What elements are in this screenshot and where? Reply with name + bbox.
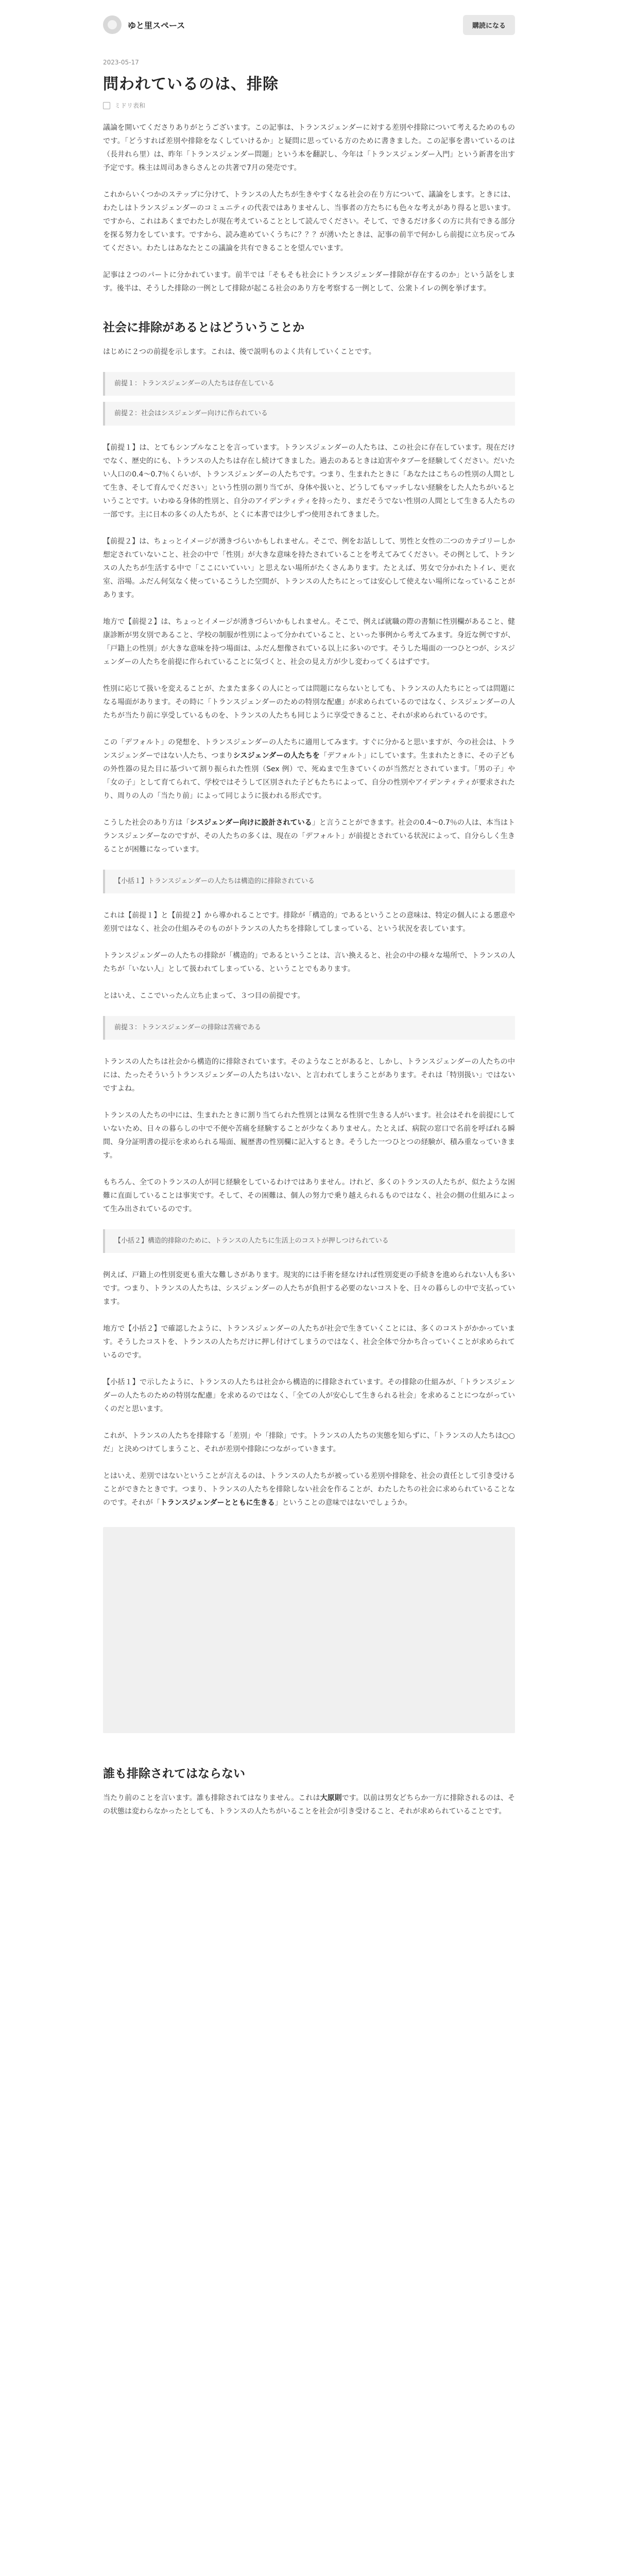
body-paragraph: 【小括１】で示したように、トランスの人たちは社会から構造的に排除されています。その排除の仕組みが、「トランスジェンダーの人たちのための特別な配慮」を求めるのではなく、「全ての人が安心して生きられる社会」を求めることにつながっていくのだと思います。 [103, 1378, 515, 1413]
article-tagline [103, 101, 515, 110]
body-paragraph: トランスの人たちは社会から構造的に排除されています。そのようなことがあると、しかし、トランスジェンダーの人たちの中には、たったそういうトランスジェンダーの人たちはいない、と言われてしまうことがあります。それは「特別扱い」ではないですよね。 [103, 1058, 515, 1093]
section-heading: 誰も排除されてはならない [103, 1767, 245, 1781]
blockquote: 【小括１】トランスジェンダーの人たちは構造的に排除されている [103, 870, 515, 893]
body-paragraph: この「デフォルト」の発想を、トランスジェンダーの人たちに適用してみます。すぐに分かると思いますが、今の社会は、トランスジェンダーではない人たち、つまりシスジェンダーの人たちを「デフォルト」にしています。生まれたときに、その子どもの外性器の見た目に基づいて割り振られた性別（Sex 例）で、死ぬまで生きていくのが当然だとされています。「男の子」や「女の子」として育てられて、学校ではそうして区別された子どもたちによって、自分の性別やアイデンティティが要求されたり、周りの人の「当たり前」によって同じように扱われる形式です。 [103, 738, 515, 800]
body-paragraph: 【前提２】は、ちょっとイメージが湧きづらいかもしれません。そこで、例をお話しして、男性と女性の二つのカテゴリーしか想定されていないこと、社会の中で「性別」が大きな意味を持たされていることを考えてみてください。その例として、トランスの人たちが生活する中で「ここにいていい」と思えない場所がたくさんあります。たとえば、男女で分かれたトイレ、更衣室、浴場。ふだん何気なく使っているこうした空間が、トランスの人たちにとっては安心して使えない場所になっていることがあります。 [103, 537, 515, 599]
body-paragraph: これが、トランスの人たちを排除する「差別」や「排除」です。トランスの人たちの実態を知らずに、「トランスの人たちは○○だ」と決めつけてしまうこと、それが差別や排除につながっていきます。 [103, 1432, 515, 1453]
publish-date: 2023-05-17 [103, 59, 139, 66]
body-paragraph: 例えば、戸籍上の性別変更も重大な難しさがあります。現実的には手術を経なければ性別変更の手続きを進められない人も多いです。つまり、トランスの人たちは、シスジェンダーの人たちが負担する必要のないコストを、日々の暮らしの中で支払っています。 [103, 1271, 515, 1306]
body-paragraph: 【前提１】は、とてもシンプルなことを言っています。トランスジェンダーの人たちは、この社会に存在しています。現在だけでなく、歴史的にも、トランスの人たちは存在し続けてきました。過去のあるときは迫害やタブーを経験してください。だいたい人口の0.4〜0.7％くらいが、トランスジェンダーの人たちです。つまり、生まれたときに「あなたはこちらの性別の人間として生き、そして育んでください」という性別の割り当てが、身体や扱いと、どうしてもマッチしない経験をした人たちがいるということです。いわゆる身体的性別と、自分のアイデンティティを持ったり、まだそうでない性別の人間として生きる人たちの一部です。主に日本の多くの人たちが、とくに本書では少しずつ使用されてきました。 [103, 444, 515, 519]
site-header [103, 0, 515, 49]
body-paragraph: トランスの人たちの中には、生まれたときに割り当てられた性別とは異なる性別で生きる人がいます。社会はそれを前提にしていないため、日々の暮らしの中で不便や苦痛を経験することが少なくありません。たとえば、病院の窓口で名前を呼ばれる瞬間、身分証明書の提示を求められる場面、履歴書の性別欄に記入するとき。そうした一つひとつの経験が、積み重なっていきます。 [103, 1111, 515, 1160]
intro-paragraph: 記事は２つのパートに分かれています。前半では「そもそも社会にトランスジェンダー排除が存在するのか」という話をします。後半は、そうした排除の一例として排除が起こる社会のあり方を考察する一例として、公衆トイレの例を挙げます。 [103, 271, 515, 293]
tag-icon [103, 102, 110, 109]
brand-name[interactable]: ゆと里スペース [128, 20, 185, 30]
section-heading: 社会に排除があるとはどういうことか [103, 321, 304, 334]
body-paragraph: 地方で【小括２】で確認したように、トランスジェンダーの人たちが社会で生きていくことには、多くのコストがかかっています。そうしたコストを、トランスの人たちだけに押し付けてしまうのではなく、社会全体で分かち合っていくことが求められているのです。 [103, 1325, 515, 1360]
body-paragraph: とはいえ、ここでいったん立ち止まって、３つ目の前提です。 [103, 992, 305, 1000]
body-paragraph: 当たり前のことを言います。誰も排除されてはなりません。これは大原則です。以前は男女どちらか一方に排除されるのは、その状態は変わらなかったとしても、トランスの人たちがいることを社会が引き受けること、それが求められていることです。 [103, 1794, 516, 1816]
follow-button[interactable]: 購読になる [463, 15, 515, 35]
body-paragraph: もちろん、全てのトランスの人が同じ経験をしているわけではありません。けれど、多くのトランスの人たちが、似たような困難に直面していることは事実です。そして、その困難は、個人の努力で乗り越えられるものではなく、社会の側の仕組みによって生み出されているのです。 [103, 1178, 515, 1213]
section-lead: はじめに２つの前提を示します。これは、後で説明ものよく共有していくことです。 [103, 348, 376, 356]
emphasis: トランスジェンダーとともに生きる [160, 1499, 275, 1507]
blockquote: 前提３：トランスジェンダーの排除は苦痛である [103, 1016, 515, 1040]
article-body [103, 121, 515, 1818]
brand[interactable] [103, 15, 185, 34]
body-paragraph: 性別に応じて扱いを変えることが、たまたま多くの人にとっては問題にならないとしても、トランスの人たちにとっては問題になる場面があります。その時に「トランスジェンダーのための特別な配慮」が求められているのではなく、シスジェンダーの人たちが当たり前に享受しているものを、トランスの人たちも同じように享受できること、それが求められているのです。 [103, 685, 515, 720]
intro-paragraph: 議論を開いてくださりありがとうございます。この記事は、トランスジェンダーに対する差別や排除について考えるためのものです。「どうすれば差別や排除をなくしていけるか」と疑問に思っている方のために書きました。この記事を書いているのは（長井れら里）は、昨年「トランスジェンダー問題」という本を翻訳し、今年は「トランスジェンダー入門」という新書を出す予定です。株主は周司あきらさんとの共著で7月の発売です。 [103, 124, 515, 172]
sections [103, 318, 515, 1818]
body-paragraph: トランスジェンダーの人たちの排除が「構造的」であるということは、言い換えると、社会の中の様々な場所で、トランスの人たちが「いない人」として扱われてしまっている、ということでもあります。 [103, 952, 515, 973]
emphasis: シスジェンダー向けに設計されている [190, 819, 312, 827]
article-title: 問われているのは、排除 [103, 75, 279, 93]
blockquote: 【小括２】構造的排除のために、トランスの人たちに生活上のコストが押しつけられている [103, 1229, 515, 1253]
emphasis: 大原則 [320, 1794, 342, 1802]
page [103, 0, 515, 1818]
blockquote: 前提１：トランスジェンダーの人たちは存在している [103, 372, 515, 396]
article-image [103, 1527, 515, 1733]
intro-paragraph: これからいくつかのステップに分けて、トランスの人たちが生きやすくなる社会の在り方について、議論をします。ときには、わたしはトランスジェンダーのコミュニティの代表ではありませんし、当事者の方たちにも色々な考えがあり得ると思います。ですから、これはあくまでわたしが現在考えていることとして読んでください。そして、できるだけ多くの方に共有できる部分を探る努力をしています。ですから、読み進めていくうちに？？？が湧いたときは、記事の前半で何かしら前提に立ち戻ってみてください。わたしはあなたとこの議論を共有できることを望んでいます。 [103, 191, 515, 252]
emphasis: シスジェンダーの人たちを [233, 752, 320, 760]
body-paragraph: とはいえ、差別ではないということが言えるのは、トランスの人たちが被っている差別や排除を、社会の責任として引き受けることができたときです。つまり、トランスの人たちを排除しない社会を作ることが、わたしたちの社会に求められていることなのです。それが「トランスジェンダーとともに生きる」ということの意味ではないでしょうか。 [103, 1472, 515, 1507]
tagline-text[interactable]: ミドリ表和 [114, 102, 146, 109]
blockquote: 前提２：社会はシスジェンダー向けに作られている [103, 402, 515, 426]
body-paragraph: これは【前提１】と【前提２】から導かれることです。排除が「構造的」であるということの意味は、特定の個人による悪意や差別ではなく、社会の仕組みそのものがトランスの人たちを排除してしまっている、という状況を表しています。 [103, 911, 515, 933]
brand-logo-icon[interactable] [103, 15, 122, 34]
body-paragraph: こうした社会のあり方は「シスジェンダー向けに設計されている」と言うことができます。社会の0.4〜0.7％の人は、本当はトランスジェンダーなのですが、その人たちの多くは、現在の「デフォルト」が前提とされている状況によって、自分らしく生きることが困難になっています。 [103, 819, 515, 854]
body-paragraph: 地方で【前提２】は、ちょっとイメージが湧きづらいかもしれません。そこで、例えば就職の際の書類に性別欄があること、健康診断が男女別であること、学校の制服が性別によって分かれていること、といった事例から考えてみます。身近な例ですが、「戸籍上の性別」が大きな意味を持つ場面は、ふだん想像されている以上に多いのです。そうした場面の一つひとつが、シスジェンダーの人たちを前提に作られていることに気づくと、社会の見え方が少し変わってくるはずです。 [103, 618, 515, 666]
